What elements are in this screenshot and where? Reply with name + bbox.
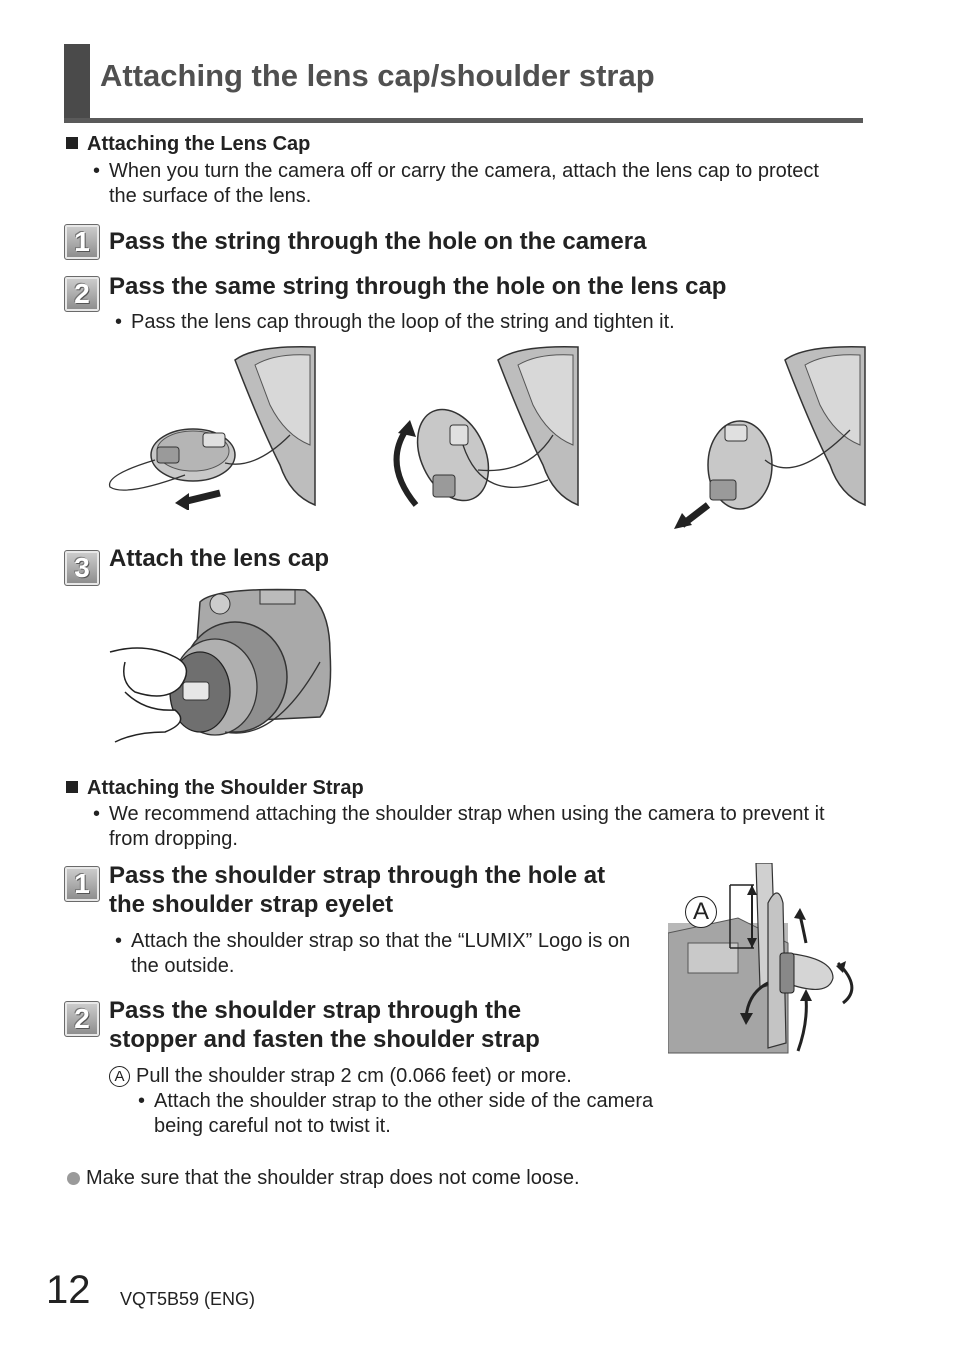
title-accent-block <box>64 44 90 122</box>
strap-step-2-line-1: Pass the shoulder strap through the <box>109 997 522 1024</box>
strap-step-2-badge: 2 <box>64 1001 100 1037</box>
page-number: 12 <box>46 1268 91 1312</box>
step-2-badge: 2 <box>64 276 100 312</box>
lens-cap-step-3-text: Attach the lens cap <box>109 545 330 572</box>
page-title: Attaching the lens cap/shoulder strap <box>100 58 655 93</box>
step-1-badge: 1 <box>64 224 100 260</box>
callout-a-mark: A <box>109 1066 130 1087</box>
lens-cap-intro: • When you turn the camera off or carry the camera, attach the lens cap to protect the surface of the lens. <box>93 160 819 207</box>
note-text: Make sure that the shoulder strap does not come loose. <box>67 1167 580 1190</box>
figure-label-a: A <box>685 896 717 928</box>
strap-step-2-callout: A Pull the shoulder strap 2 cm (0.066 feet) or more. <box>109 1064 572 1089</box>
strap-step-1-line-2: the shoulder strap eyelet <box>109 891 394 918</box>
figure-label-2: ② <box>390 348 408 370</box>
title-underline <box>64 118 863 123</box>
figure-label-3: ③ <box>672 348 690 370</box>
strap-step-1-line-1: Pass the shoulder strap through the hole at <box>109 862 606 889</box>
square-bullet-icon <box>66 137 78 149</box>
strap-step-1-sub: • Attach the shoulder strap so that the “LUMIX” Logo is on the outside. <box>115 930 631 977</box>
step-3-badge: 3 <box>64 550 100 586</box>
lens-cap-illustration-3 <box>670 345 870 530</box>
strap-step-2-sub: • Attach the shoulder strap to the other side of the camera being careful not to twist it. <box>138 1090 654 1137</box>
strap-heading: Attaching the Shoulder Strap <box>66 777 364 800</box>
grey-dot-icon <box>67 1172 80 1185</box>
lens-cap-heading: Attaching the Lens Cap <box>66 133 310 156</box>
document-code: VQT5B59 (ENG) <box>120 1289 256 1309</box>
strap-step-2-line-2: stopper and fasten the shoulder strap <box>109 1026 540 1053</box>
square-bullet-icon <box>66 781 78 793</box>
shoulder-strap-illustration <box>668 863 868 1055</box>
lens-cap-illustration-2 <box>388 345 583 510</box>
attach-lens-cap-illustration <box>105 582 340 747</box>
lens-cap-step-1-text: Pass the string through the hole on the camera <box>109 228 647 255</box>
strap-intro: • We recommend attaching the shoulder strap when using the camera to prevent it from dropping. <box>93 803 825 850</box>
lens-cap-step-2-sub: • Pass the lens cap through the loop of the string and tighten it. <box>115 311 675 333</box>
lens-cap-illustration-1 <box>105 345 320 510</box>
figure-label-1: ① <box>109 348 127 370</box>
strap-step-1-badge: 1 <box>64 866 100 902</box>
lens-cap-step-2-text: Pass the same string through the hole on the lens cap <box>109 273 727 300</box>
